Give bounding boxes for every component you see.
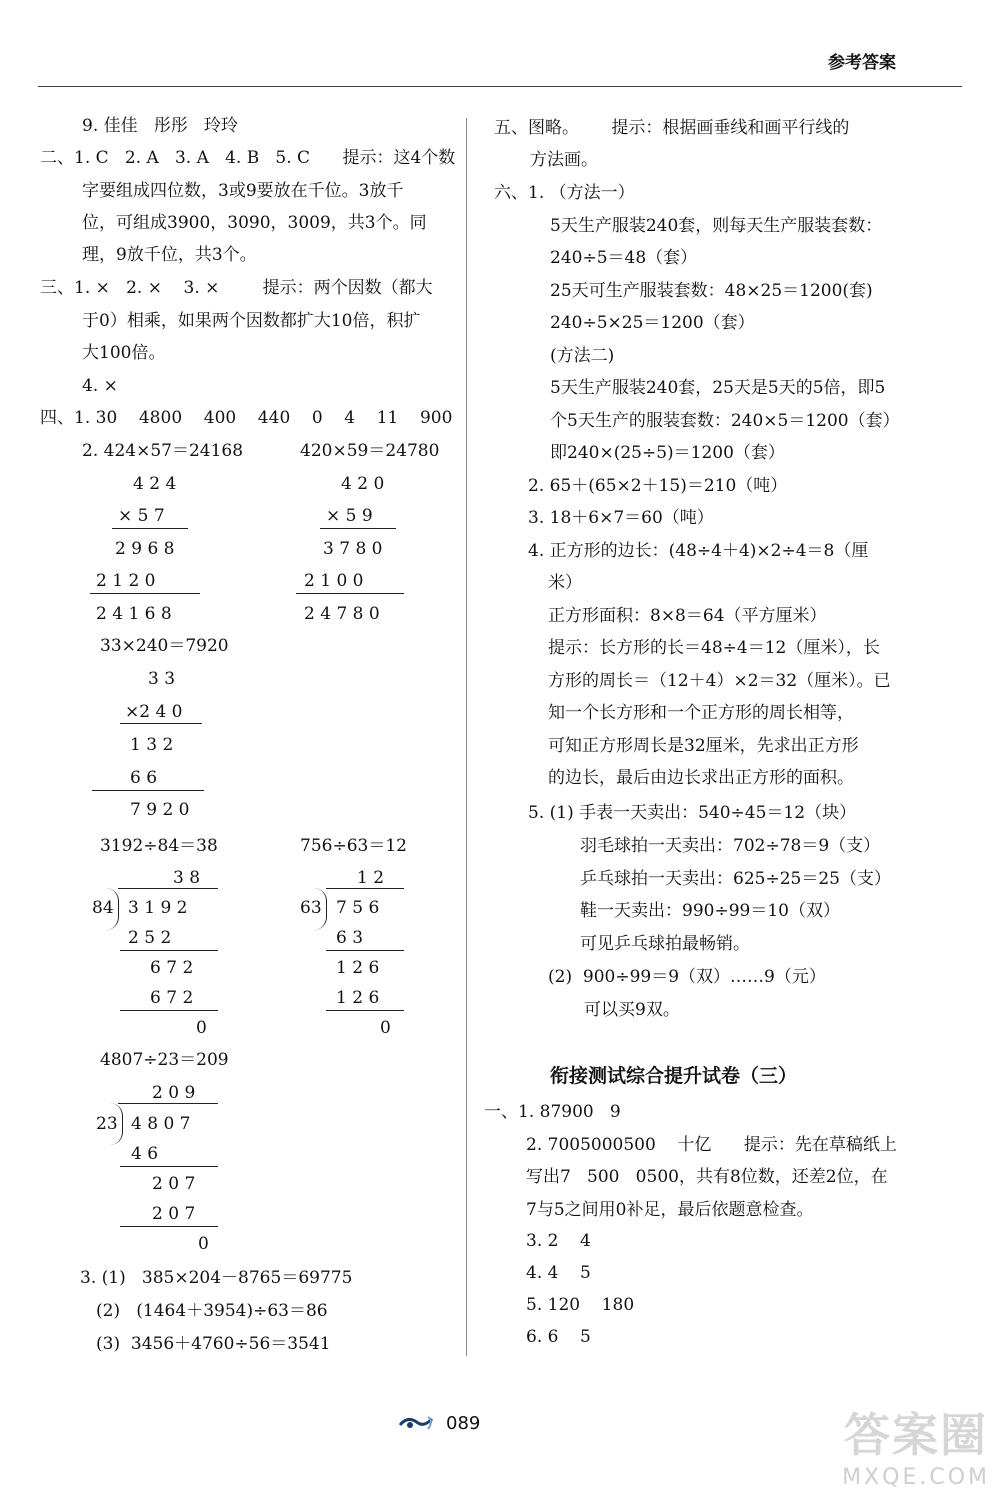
calc-row: 2 4 7 8 0 <box>304 604 380 624</box>
calc-row: 4 2 0 <box>341 474 385 494</box>
answer-line: 鞋一天卖出：990÷99＝10（双） <box>580 901 840 921</box>
answer-line: 2. 7005000500 十亿 提示：先在草稿纸上 <box>526 1135 897 1155</box>
calc-line <box>120 950 218 951</box>
calc-row: 2 9 6 8 <box>115 539 175 559</box>
calc-row: 4 6 <box>131 1144 159 1164</box>
answer-line: 3. (1) 385×204－8765＝69775 <box>80 1268 353 1288</box>
calc-line <box>120 723 202 724</box>
calc-row: 4 2 4 <box>133 474 177 494</box>
answer-line: 二、1. C 2. A 3. A 4. B 5. C 提示：这4个数 <box>40 148 456 168</box>
watermark-url: MXQE.COM <box>842 1465 990 1490</box>
watermark-text: 答案圈 <box>844 1408 989 1462</box>
divisor: 23 <box>96 1114 118 1134</box>
answer-line: 6. 6 5 <box>526 1327 591 1347</box>
answer-line: 25天可生产服装套数：48×25＝1200(套) <box>550 281 873 301</box>
answer-line: (方法二) <box>550 346 615 366</box>
page-logo-icon <box>398 1411 438 1438</box>
answer-line: 于0）相乘，如果两个因数都扩大10倍，积扩 <box>82 311 421 331</box>
column-divider <box>466 118 467 1356</box>
calc-line <box>120 1166 218 1167</box>
answer-line: 一、1. 87900 9 <box>484 1102 621 1122</box>
answer-line: 字要组成四位数，3或9要放在千位。3放千 <box>82 181 404 201</box>
answer-line: 四、1. 30 4800 400 440 0 4 11 900 <box>40 408 453 428</box>
calc-row: 0 <box>380 1018 391 1038</box>
answer-line: 大100倍。 <box>82 343 166 363</box>
answer-line: 7与5之间用0补足，最后依题意检查。 <box>526 1200 814 1220</box>
answer-line: 即240×(25÷5)＝1200（套） <box>550 443 785 463</box>
division-equation: 3192÷84＝38 <box>100 836 218 856</box>
watermark <box>842 1399 990 1490</box>
calc-row: 2 1 0 0 <box>304 571 364 591</box>
calc-row: 1 3 2 <box>130 735 174 755</box>
answer-line: 写出7 500 0500，共有8位数，还差2位，在 <box>526 1167 888 1187</box>
answer-line: 2. 65＋(65×2＋15)＝210（吨） <box>528 476 788 496</box>
division-equation: 4807÷23＝209 <box>100 1050 229 1070</box>
answer-line: 3. 18＋6×7＝60（吨） <box>528 508 714 528</box>
answer-line: 理，9放千位，共3个。 <box>82 245 257 265</box>
calc-row: 3 1 9 2 <box>128 898 188 918</box>
divisor: 84 <box>92 898 114 918</box>
calc-line <box>120 1226 218 1227</box>
calc-row: 2 5 2 <box>128 928 172 948</box>
section-title: 衔接测试综合提升试卷（三） <box>550 1065 798 1087</box>
calc-row: 1 2 <box>357 868 385 888</box>
calc-line <box>320 528 396 529</box>
calc-row: 2 0 7 <box>152 1174 196 1194</box>
multiplication-equation: 33×240＝7920 <box>100 636 229 656</box>
calc-row: 6 3 <box>336 928 364 948</box>
answer-line: 5. 120 180 <box>526 1295 635 1315</box>
calc-line <box>296 593 404 594</box>
calc-row: 2 4 1 6 8 <box>96 604 172 624</box>
division-equation: 756÷63＝12 <box>300 836 407 856</box>
calc-row: 2 0 9 <box>152 1083 196 1103</box>
calc-line <box>92 790 204 791</box>
answer-line: 知一个长方形和一个正方形的周长相等， <box>548 703 854 723</box>
calc-row: 7 9 2 0 <box>130 800 190 820</box>
answer-line: 5. (1) 手表一天卖出：540÷45＝12（块） <box>528 803 857 823</box>
calc-row: 6 6 <box>130 768 158 788</box>
calc-row: 3 3 <box>148 669 176 689</box>
calc-row: 4 8 0 7 <box>131 1114 191 1134</box>
calc-line <box>326 1010 404 1011</box>
calc-row: 7 5 6 <box>336 898 380 918</box>
answer-line: 个5天生产的服装套数：240×5＝1200（套） <box>550 411 900 431</box>
calc-line <box>112 528 188 529</box>
calc-row: 0 <box>196 1018 207 1038</box>
calc-line <box>118 1103 218 1104</box>
calc-line <box>90 593 200 594</box>
calc-row: × 5 9 <box>326 506 373 526</box>
calc-row: 6 7 2 <box>150 958 194 978</box>
answer-line: 5天生产服装240套，25天是5天的5倍，即5 <box>550 378 886 398</box>
answer-line: 4. 正方形的边长：(48÷4＋4)×2÷4＝8（厘 <box>528 541 869 561</box>
calc-row: 3 8 <box>173 868 201 888</box>
answer-line: 正方形面积：8×8＝64（平方厘米） <box>548 606 827 626</box>
answer-line: 方法画。 <box>530 150 598 170</box>
division-bracket <box>314 888 327 930</box>
answer-line: 方形的周长＝（12＋4）×2＝32（厘米）。已 <box>548 671 891 691</box>
page-number: 089 <box>446 1413 481 1434</box>
answer-line: 六、1. （方法一） <box>494 183 635 203</box>
calc-row: ×2 4 0 <box>125 702 183 722</box>
header-rule <box>38 86 962 87</box>
multiplication-equation: 420×59＝24780 <box>300 441 440 461</box>
calc-row: 2 0 7 <box>152 1204 196 1224</box>
divisor: 63 <box>300 898 322 918</box>
answer-line: 五、图略。 提示：根据画垂线和画平行线的 <box>494 118 850 138</box>
calc-row: 6 7 2 <box>150 988 194 1008</box>
answer-line: 米） <box>548 573 582 593</box>
answer-line: 三、1. × 2. × 3. × 提示：两个因数（都大 <box>40 278 433 298</box>
answer-line: 9. 佳佳 彤彤 玲玲 <box>82 116 239 136</box>
calc-line <box>118 888 218 889</box>
answer-line: 4. × <box>82 376 118 396</box>
answer-line: 提示：长方形的长＝48÷4＝12（厘米），长 <box>548 638 880 658</box>
calc-line <box>326 950 404 951</box>
calc-row: 3 7 8 0 <box>323 539 383 559</box>
answer-line: 4. 4 5 <box>526 1263 591 1283</box>
answer-line: (2) (1464＋3954)÷63＝86 <box>96 1301 328 1321</box>
answer-line: (2) 900÷99＝9（双）……9（元） <box>548 967 826 987</box>
answer-line: 的边长，最后由边长求出正方形的面积。 <box>548 768 854 788</box>
answer-line: 可知正方形周长是32厘米，先求出正方形 <box>548 736 859 756</box>
answer-line: 乒乓球拍一天卖出：625÷25＝25（支） <box>580 869 891 889</box>
division-bracket <box>110 1103 123 1145</box>
multiplication-equation: 2. 424×57＝24168 <box>82 441 244 461</box>
calc-row: 1 2 6 <box>336 958 380 978</box>
answer-line: 可见乒乓球拍最畅销。 <box>580 934 750 954</box>
answer-line: 240÷5×25＝1200（套） <box>550 313 755 333</box>
calc-row: 1 2 6 <box>336 988 380 1008</box>
answer-line: 羽毛球拍一天卖出：702÷78＝9（支） <box>580 836 881 856</box>
calc-row: 0 <box>198 1234 209 1254</box>
answer-line: 240÷5＝48（套） <box>550 248 698 268</box>
answer-line: (3) 3456＋4760÷56＝3541 <box>96 1334 331 1354</box>
calc-line <box>326 888 404 889</box>
calc-row: × 5 7 <box>118 506 165 526</box>
answer-line: 可以买9双。 <box>584 1000 680 1020</box>
answer-line: 位，可组成3900，3090，3009，共3个。同 <box>82 213 427 233</box>
answer-line: 3. 2 4 <box>526 1231 591 1251</box>
division-bracket <box>106 888 119 930</box>
calc-row: 2 1 2 0 <box>96 571 156 591</box>
answer-line: 5天生产服装240套，则每天生产服装套数： <box>550 216 883 236</box>
calc-line <box>120 1010 218 1011</box>
header-title: 参考答案 <box>828 53 896 73</box>
